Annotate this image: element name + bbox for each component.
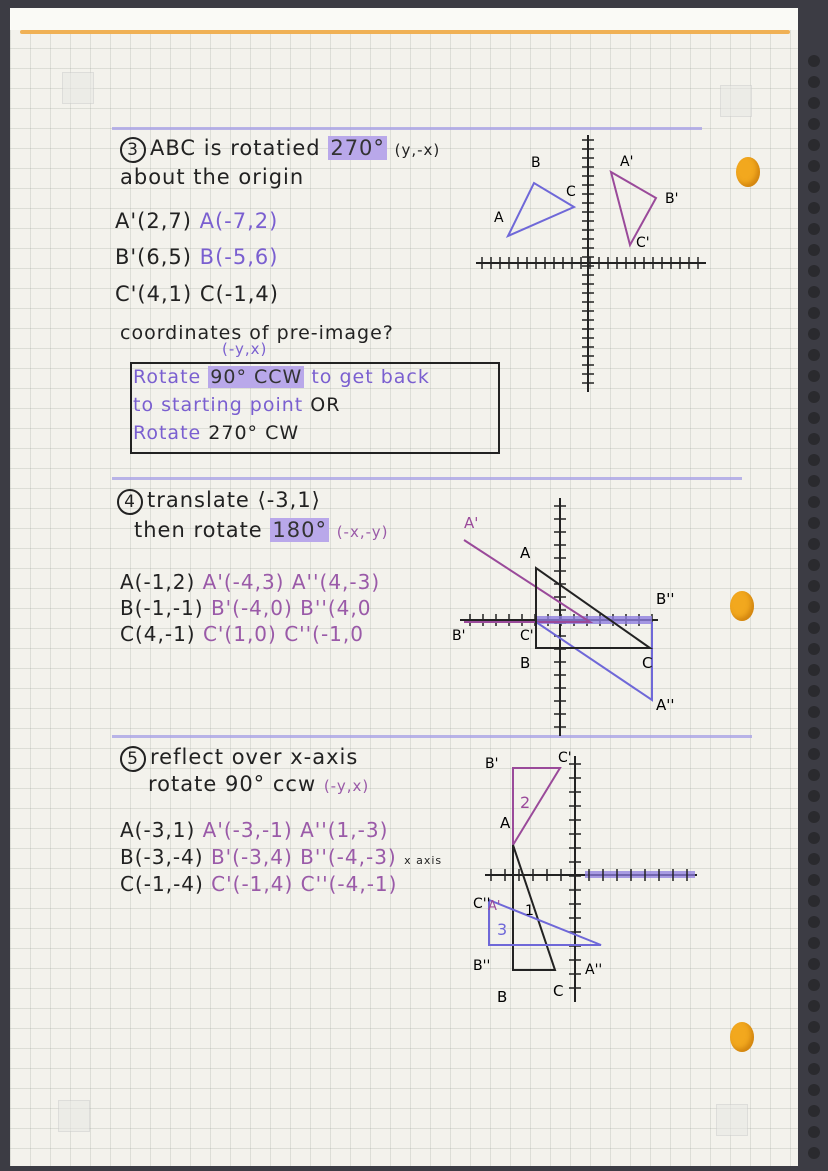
p5-region-1: 1 (525, 903, 534, 919)
p4-row-b (120, 596, 371, 620)
spiral-hole (808, 223, 820, 235)
spiral-hole (808, 748, 820, 760)
p4-label-b-prime: B' (452, 628, 466, 644)
p3-box-line-1 (133, 366, 430, 388)
p3-b-prime: B'(6,5) (115, 245, 192, 269)
p3-box-get-back: to get back (311, 366, 430, 388)
p4-angle: 180° (272, 518, 328, 542)
p3-a-prime: A'(2,7) (115, 209, 192, 233)
spiral-hole (808, 97, 820, 109)
p4-b-prime: B'(-4,0) (210, 596, 293, 620)
p3-rule: (y,-x) (394, 141, 441, 159)
p3-b: B(-5,6) (199, 245, 279, 269)
p3-box-or: OR (310, 394, 341, 416)
p5-label-a-double-prime: A'' (585, 962, 603, 978)
p3-about-origin: about the origin (120, 165, 305, 189)
spiral-hole (808, 1126, 820, 1138)
p5-region-2: 2 (520, 793, 531, 812)
p5-label-b-double-prime: B'' (473, 958, 491, 974)
p5-b-prime: B'(-3,4) (210, 845, 293, 869)
p4-b-double-prime: B''(4,0 (300, 596, 372, 620)
spiral-hole (808, 202, 820, 214)
spiral-hole (808, 55, 820, 67)
spiral-hole (808, 76, 820, 88)
p5-row-a (120, 818, 388, 842)
p3-label-a-prime: A' (620, 154, 634, 170)
p5-region-3: 3 (497, 920, 508, 939)
spiral-hole (808, 916, 820, 928)
p3-box-rotate-2: Rotate (133, 422, 202, 444)
p4-rotated-triangle (536, 622, 652, 700)
sticker-dot-bottom (730, 1022, 754, 1052)
p5-rotate-line (148, 772, 369, 796)
p3-c-prime: C'(4,1) (115, 282, 193, 306)
spiral-hole (808, 874, 820, 886)
p3-row-b (115, 245, 278, 269)
spiral-hole (808, 811, 820, 823)
page-tab-bottom-left (58, 1100, 90, 1132)
spiral-hole (808, 433, 820, 445)
spiral-hole (808, 181, 820, 193)
problem-3-heading (120, 136, 440, 163)
p5-label-b-prime: B' (485, 756, 499, 772)
p4-a-prime: A'(-4,3) (202, 570, 285, 594)
spiral-hole (808, 307, 820, 319)
p5-row-b (120, 845, 442, 869)
p3-row-c (115, 282, 279, 306)
spiral-hole (808, 958, 820, 970)
spiral-hole (808, 769, 820, 781)
spiral-hole (808, 979, 820, 991)
p5-label-b: B (497, 988, 508, 1006)
problem-5-number: 5 (120, 746, 146, 772)
p4-a: A(-1,2) (120, 570, 196, 594)
spiral-hole (808, 937, 820, 949)
spiral-hole (808, 1000, 820, 1012)
spiral-hole (808, 1063, 820, 1075)
spiral-hole (808, 622, 820, 634)
spiral-hole (808, 685, 820, 697)
spiral-hole (808, 706, 820, 718)
page-top-margin (10, 8, 798, 30)
p4-rule: (-x,-y) (336, 523, 389, 541)
p4-a-double-prime: A''(4,-3) (291, 570, 381, 594)
spiral-hole (808, 895, 820, 907)
p4-label-a-prime: A' (464, 514, 479, 532)
p4-rotate-line (134, 518, 389, 542)
spiral-hole (808, 1147, 820, 1159)
spiral-hole (808, 1084, 820, 1096)
spiral-hole (808, 790, 820, 802)
p5-label-c-double-prime: C'' (473, 896, 491, 912)
p3-label-c-prime: C' (636, 235, 650, 251)
sticker-dot-top (736, 157, 760, 187)
page-tab-top-left (62, 72, 94, 104)
p4-c-prime: C'(1,0) (202, 622, 277, 646)
spiral-hole (808, 349, 820, 361)
p3-a: A(-7,2) (199, 209, 279, 233)
p3-box-line-3 (133, 422, 299, 444)
p5-row-c (120, 872, 397, 896)
sticker-dot-middle (730, 591, 754, 621)
spiral-hole (808, 118, 820, 130)
p4-label-c: C (642, 654, 653, 672)
p5-a-double-prime: A''(1,-3) (300, 818, 389, 842)
p3-label-a: A (494, 210, 504, 226)
p4-original-triangle (536, 568, 650, 648)
spiral-hole (808, 853, 820, 865)
p5-b-double-prime: B''(-4,-3) (300, 845, 397, 869)
p5-b: B(-3,-4) (120, 845, 204, 869)
p4-then-rotate: then rotate (134, 518, 263, 542)
p5-rule: (-y,x) (323, 777, 370, 795)
divider-problem-4 (112, 477, 742, 480)
spiral-hole (808, 412, 820, 424)
problem-3-number: 3 (120, 137, 146, 163)
spiral-hole (808, 244, 820, 256)
p3-box-90ccw: 90° CCW (210, 366, 303, 388)
p5-c: C(-1,-4) (120, 872, 204, 896)
p3-row-a (115, 209, 278, 233)
p4-row-a (120, 570, 380, 594)
p5-label-a-prime: A' (488, 899, 501, 914)
p3-label-c: C (566, 184, 576, 200)
p3-angle: 270° (330, 136, 385, 160)
p4-graph (440, 492, 700, 742)
spiral-hole (808, 538, 820, 550)
spiral-hole (808, 496, 820, 508)
p5-reflect: reflect over x-axis (150, 745, 359, 769)
spiral-hole (808, 160, 820, 172)
p3-question: coordinates of pre-image? (120, 322, 394, 344)
p5-a-prime: A'(-3,-1) (202, 818, 293, 842)
spiral-hole (808, 559, 820, 571)
spiral-hole (808, 370, 820, 382)
p4-label-b: B (520, 654, 531, 672)
p4-label-a: A (520, 544, 531, 562)
page-tab-bottom-right (716, 1104, 748, 1136)
spiral-hole (808, 1042, 820, 1054)
spiral-hole (808, 286, 820, 298)
p4-label-a-double-prime: A'' (656, 696, 675, 714)
p3-statement: ABC is rotatied (150, 136, 321, 160)
spiral-hole (808, 328, 820, 340)
p5-a: A(-3,1) (120, 818, 196, 842)
problem-4-heading (117, 488, 321, 515)
spiral-hole (808, 643, 820, 655)
problem-5-heading (120, 745, 358, 772)
spiral-hole (808, 265, 820, 277)
spiral-hole (808, 391, 820, 403)
p4-label-c-prime: C' (520, 628, 534, 644)
p5-axis-highlight (585, 871, 695, 878)
p3-box-starting: to starting point (133, 394, 304, 416)
p5-graph (465, 750, 715, 1010)
spiral-hole (808, 1105, 820, 1117)
top-margin-line (20, 30, 790, 34)
p4-row-c (120, 622, 364, 646)
p5-c-double-prime: C''(-4,-1) (300, 872, 398, 896)
p5-x-axis-note: x axis (404, 854, 443, 867)
p5-rotate: rotate 90° ccw (148, 772, 317, 796)
spiral-hole (808, 580, 820, 592)
p4-b: B(-1,-1) (120, 596, 204, 620)
spiral-hole (808, 601, 820, 613)
p3-box-rotate: Rotate (133, 366, 202, 388)
p3-preimage-triangle (508, 183, 574, 236)
p3-label-b: B (531, 155, 541, 171)
p4-c-double-prime: C''(-1,0 (284, 622, 364, 646)
p5-original-triangle (513, 845, 555, 970)
page-tab-top-right (720, 85, 752, 117)
p5-label-c-prime: C' (558, 750, 572, 766)
p4-c: C(4,-1) (120, 622, 196, 646)
p4-label-b-double-prime: B'' (656, 590, 675, 608)
p3-box-270cw: 270° CW (208, 422, 300, 444)
spiral-hole (808, 139, 820, 151)
p3-c: C(-1,4) (199, 282, 279, 306)
spiral-hole (808, 664, 820, 676)
spiral-hole (808, 517, 820, 529)
spiral-hole (808, 1021, 820, 1033)
p3-box-line-2 (133, 394, 340, 416)
spiral-hole (808, 727, 820, 739)
spiral-hole (808, 454, 820, 466)
p3-graph (470, 130, 720, 400)
p5-label-c: C (553, 982, 564, 1000)
p3-question-note: (-y,x) (222, 340, 268, 358)
spiral-hole (808, 832, 820, 844)
p3-label-b-prime: B' (665, 191, 679, 207)
p3-axis-ticks (482, 140, 698, 383)
p4-translate: translate ⟨-3,1⟩ (147, 488, 321, 512)
p5-c-prime: C'(-1,4) (211, 872, 294, 896)
p5-label-a: A (500, 814, 511, 832)
spiral-hole (808, 475, 820, 487)
problem-4-number: 4 (117, 489, 143, 515)
